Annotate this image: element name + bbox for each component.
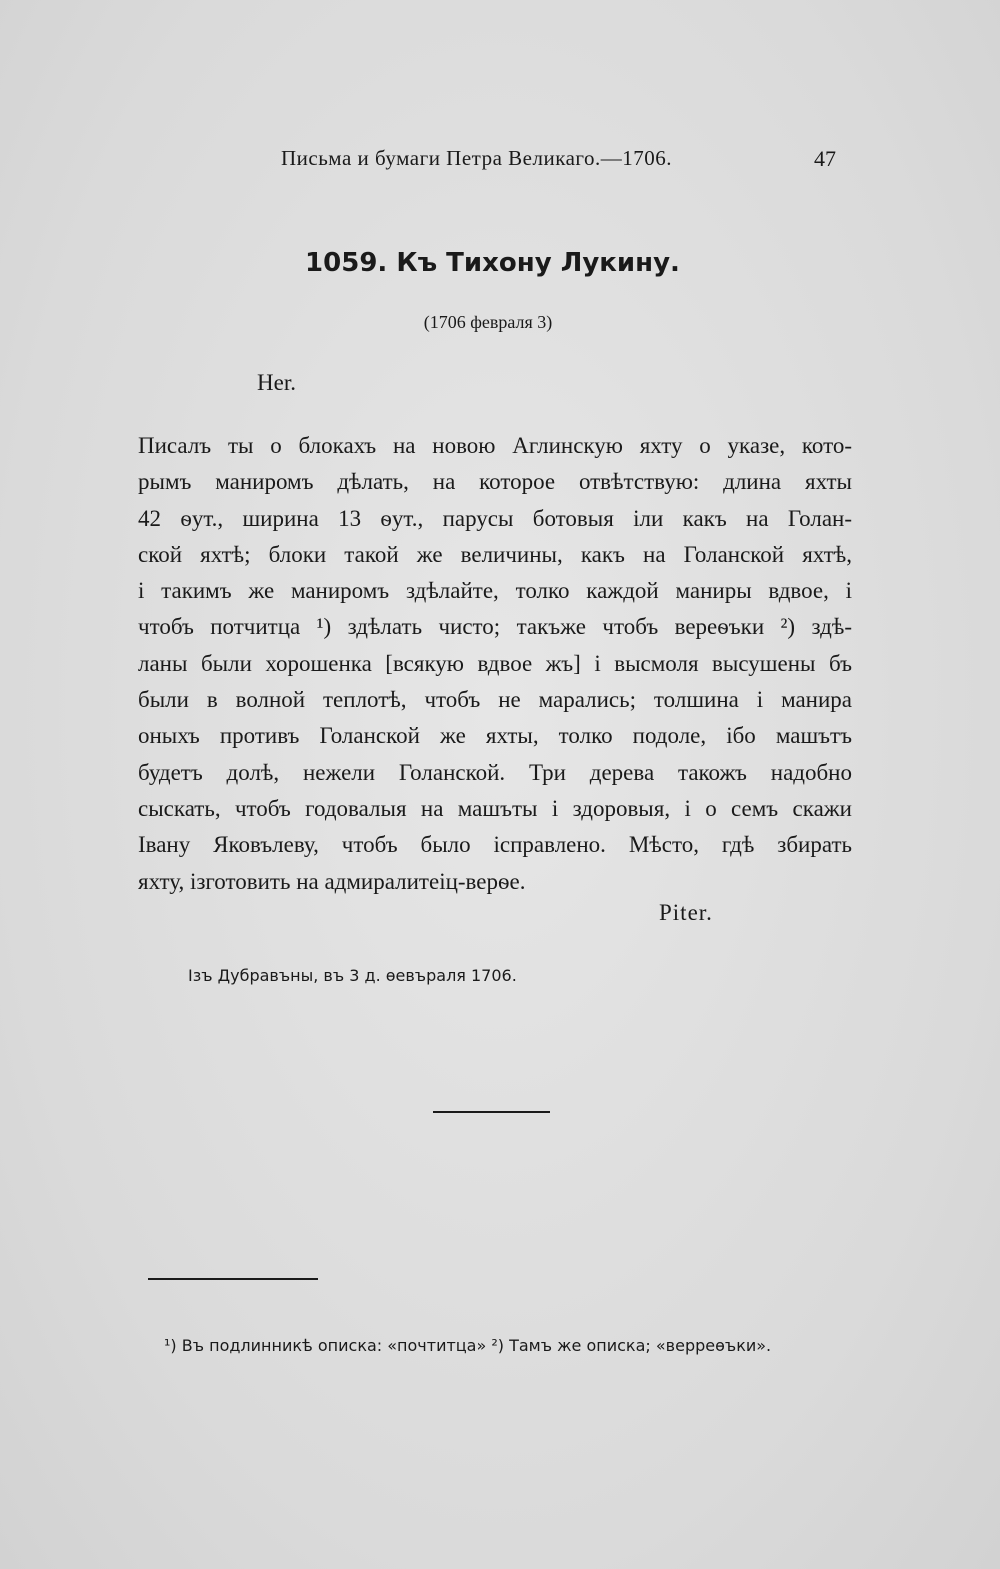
body-line: оныхъ противъ Голанской же яхты, толко подоле, ібо машътъ — [138, 723, 852, 749]
body-line: были в волной теплотѣ, чтобъ не марались; толшина і манира — [138, 687, 852, 713]
footnote: ¹) Въ подлинникѣ описка: «почтитца» ²) Тамъ же описка; «верреѳъки». — [164, 1336, 772, 1355]
body-line: і такимъ же маниромъ здѣлайте, толко каждой маниры вдвое, і — [138, 578, 852, 604]
body-line: Івану Яковълеву, чтобъ было ісправлено. Мѣсто, гдѣ збирать — [138, 832, 852, 858]
letter-body — [138, 428, 852, 900]
running-head: Письма и бумаги Петра Великаго.—1706. — [281, 146, 673, 170]
body-line: 42 ѳут., ширина 13 ѳут., парусы ботовыя іли какъ на Голан- — [138, 505, 852, 531]
letter-title-text: 1059. Къ Тихону Лукину. — [305, 248, 680, 278]
body-line: яхту, ізготовить на адмиралитеіц-верѳе. — [138, 868, 526, 894]
body-line: ланы были хорошенка [всякую вдвое жъ] і высмоля высушены бъ — [138, 650, 852, 676]
place-date: Ізъ Дубравъны, въ 3 д. ѳевъраля 1706. — [188, 966, 517, 985]
body-line: будетъ долѣ, нежели Голанской. Три дерева такожъ надобно — [138, 759, 852, 785]
page-number: 47 — [814, 146, 836, 171]
letter-date-text: (1706 февраля 3) — [423, 312, 553, 332]
footnote-rule — [148, 1278, 318, 1280]
letter-date — [0, 312, 1000, 333]
body-line: сыскать, чтобъ годовалыя на машъты і здоровыя, і о семъ скажи — [138, 795, 852, 821]
signature: Piter. — [659, 900, 713, 925]
salutation: Her. — [257, 370, 296, 395]
letter-title — [0, 248, 1000, 278]
body-line: ской яхтѣ; блоки такой же величины, какъ на Голанской яхтѣ, — [138, 541, 852, 567]
section-separator — [433, 1111, 550, 1113]
body-line: рымъ маниромъ дѣлать, на которое отвѣтствую: длина яхты — [138, 469, 852, 495]
body-line: чтобъ потчитца ¹) здѣлать чисто; такъже чтобъ вереѳъки ²) здѣ- — [138, 614, 852, 640]
body-line: Писалъ ты о блокахъ на новою Аглинскую яхту о указе, кото- — [138, 433, 852, 458]
